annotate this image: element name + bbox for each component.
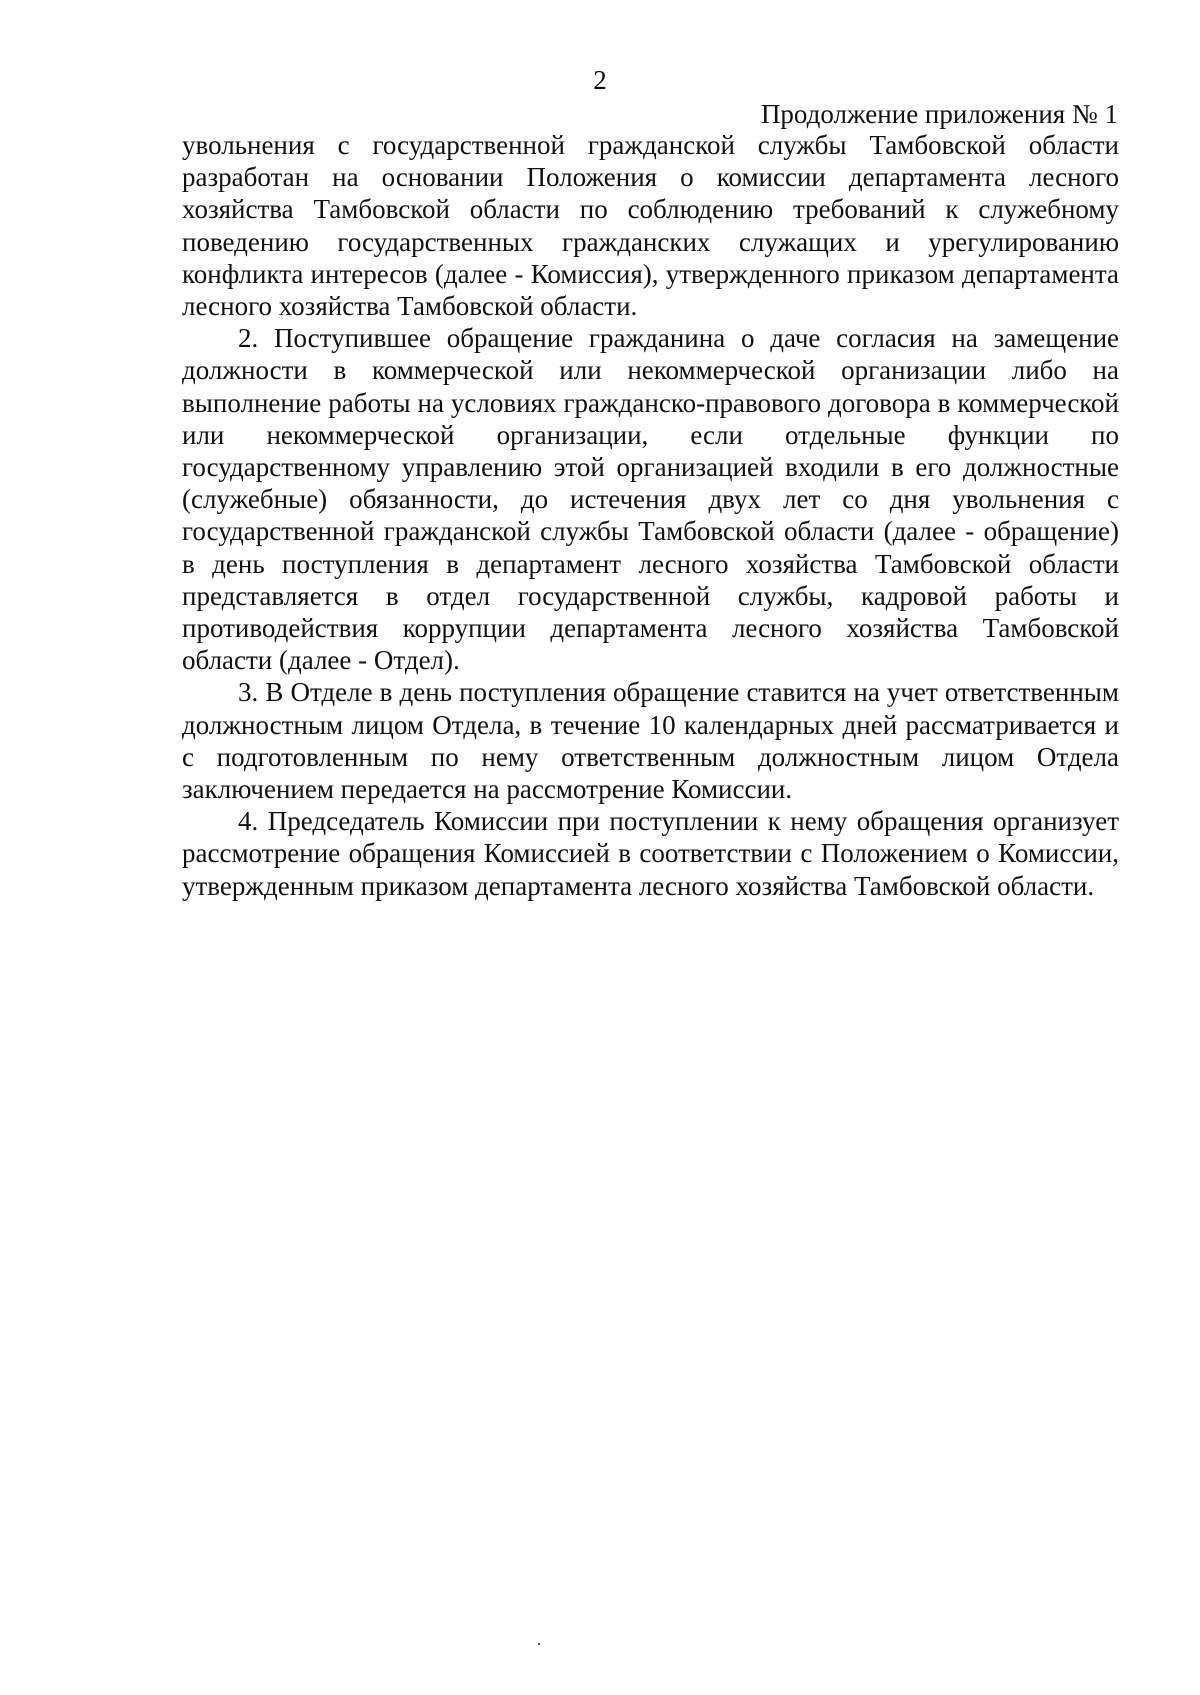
paragraph-2: 2. Поступившее обращение гражданина о даче согласия на замещение должности в коммерческой или некоммерческой организации либо на выполнение работы на условиях гражданско-правового договора в коммерческой или некоммерческой организации, если отдельные функции по государственному управлению этой организацией входили в его должностные (служебные) обязанности, до истечения двух лет со дня увольнения с государственной гражданской службы Тамбовской области (далее - обращение) в день поступления в департамент лесного хозяйства Тамбовской области представляется в отдел государственной службы, кадровой работы и противодействия коррупции департамента лесного хозяйства Тамбовской области (далее - Отдел). [182, 323, 1119, 676]
appendix-continuation-label: Продолжение приложения № 1 [760, 99, 1118, 129]
page-number: 2 [593, 65, 607, 95]
scan-fleck [538, 1643, 540, 1645]
document-body [182, 129, 1119, 902]
paragraph-continuation: увольнения с государственной гражданской службы Тамбовской области разработан на основании Положения о комиссии департамента лесного хозяйства Тамбовской области по соблюдению требований к служебному поведению государственных гражданских служащих и урегулированию конфликта интересов (далее - Комиссия), утвержденного приказом департамента лесного хозяйства Тамбовской области. [182, 130, 1119, 322]
paragraph-3: 3. В Отделе в день поступления обращение ставится на учет ответственным должностным лицом Отдела, в течение 10 календарных дней рассматривается и с подготовленным по нему ответственным должностным лицом Отдела заключением передается на рассмотрение Комиссии. [182, 677, 1119, 805]
paragraph-4: 4. Председатель Комиссии при поступлении к нему обращения организует рассмотрение обращения Комиссией в соответствии с Положением о Комиссии, утвержденным приказом департамента лесного хозяйства Тамбовской области. [182, 806, 1119, 901]
